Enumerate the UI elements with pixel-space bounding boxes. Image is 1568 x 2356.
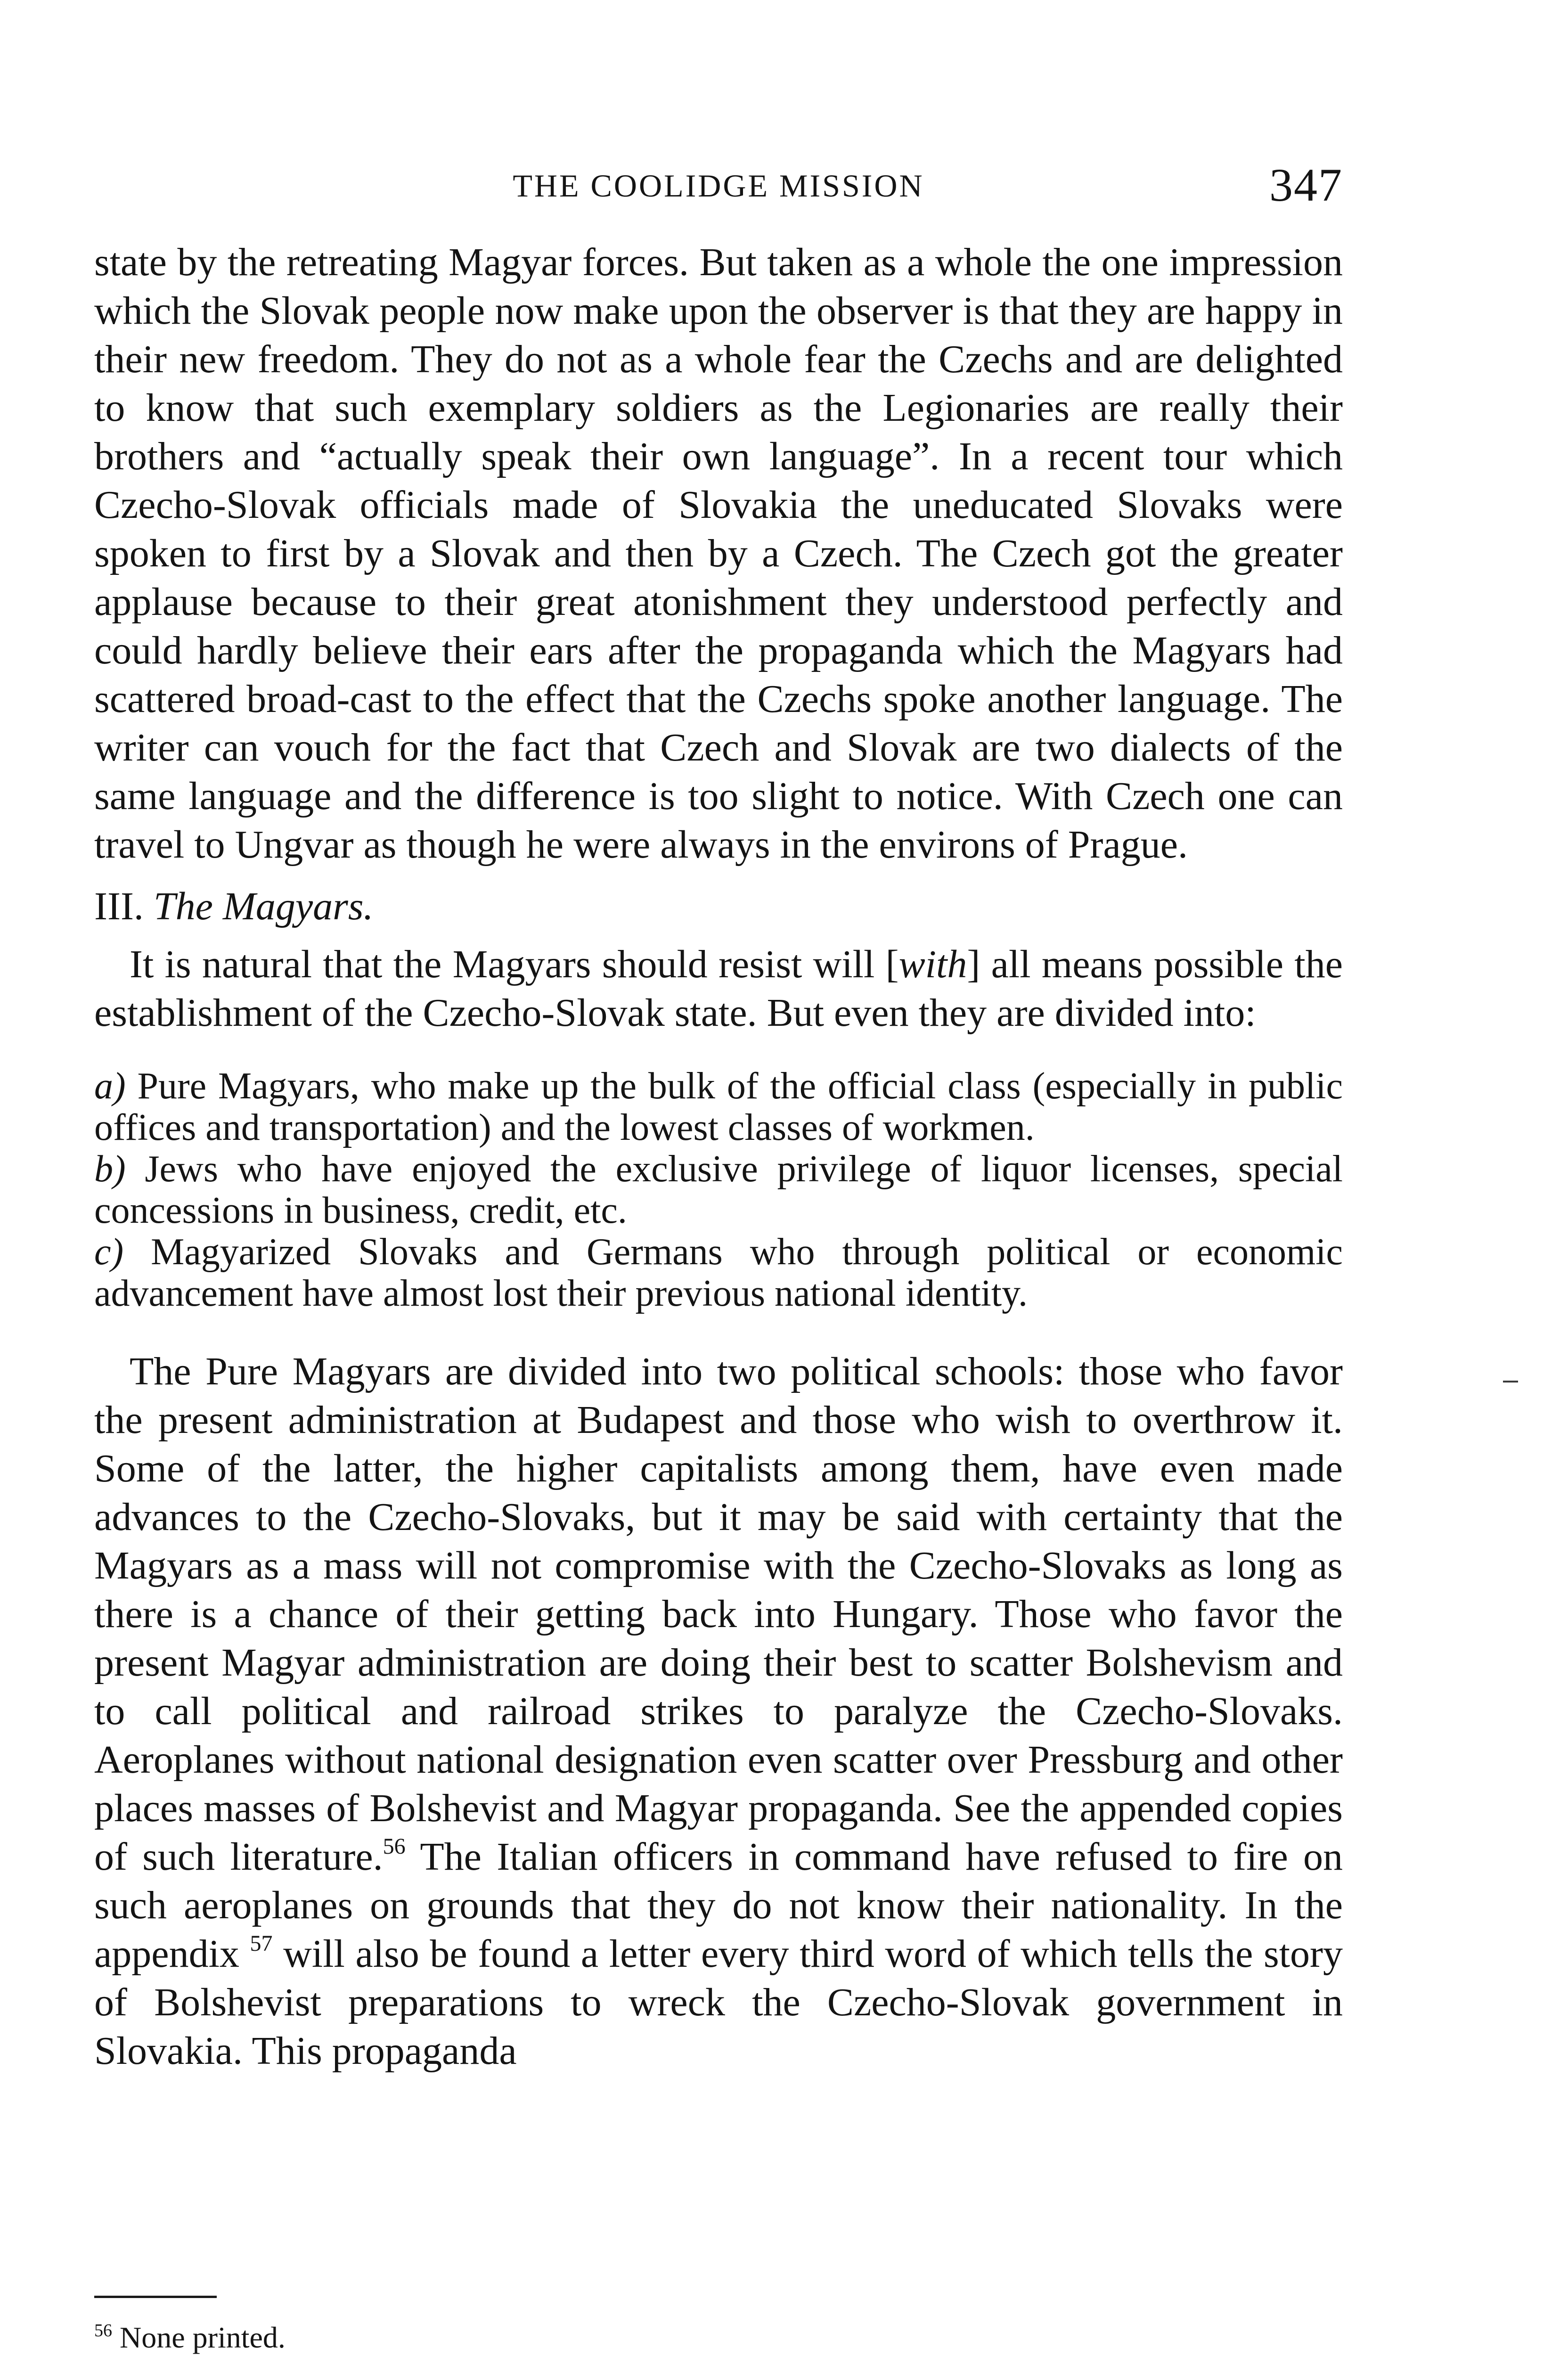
- page-header: [94, 158, 1343, 214]
- paragraph-text: It is natural that the Magyars should resist will: [130, 942, 886, 986]
- section-number: III.: [94, 884, 144, 928]
- paragraph-text: will also be found a letter every third word of which tells the story of Bolshevist preparations to wreck the Czecho-Slovak government in Slovakia. This propaganda: [94, 1932, 1343, 2073]
- paragraph-text: The Pure Magyars are divided into two political schools: those who favor the present administration at Budapest and those who wish to overthrow it. Some of the latter, the higher capitalists among them, have even made advances to the Czecho-Slovaks, but it may be said with certainty that the Magyars as a mass will not compromise with the Czecho-Slovaks as long as there is a chance of their getting back into Hungary. Those who favor the present Magyar administration are doing their best to scatter Bolshevism and to call political and railroad strikes to paralyze the Czecho-Slovaks. Aeroplanes without national designation even scatter over Pressburg and other places masses of Bolshevist and Magyar propaganda. See the appended copies of such literature.: [94, 1350, 1343, 1879]
- list-marker: c): [94, 1231, 124, 1273]
- editorial-bracket-open: [: [885, 942, 899, 986]
- footnote-56: [94, 2313, 286, 2356]
- footnote-number: 56: [94, 2321, 112, 2340]
- section-heading: [94, 882, 1343, 931]
- footnote-reference-57[interactable]: 57: [250, 1931, 273, 1956]
- editorial-insertion: with: [898, 942, 967, 986]
- page-number: 347: [1269, 159, 1343, 211]
- section-title: The Magyars.: [153, 884, 374, 928]
- list-item-text: Jews who have enjoyed the exclusive privilege of liquor licenses, special concessions in business, credit, etc.: [94, 1148, 1343, 1231]
- footnote-text: None printed.: [120, 2321, 286, 2354]
- running-head: THE COOLIDGE MISSION: [513, 168, 924, 204]
- list-item-text: Magyarized Slovaks and Germans who through political or economic advancement have almost lost their previous national identity.: [94, 1231, 1343, 1314]
- list-marker: b): [94, 1148, 126, 1190]
- list-item: [94, 1148, 1343, 1231]
- paragraph-magyars-resist: [94, 940, 1343, 1037]
- editorial-bracket-close: ]: [967, 942, 980, 986]
- list-item: [94, 1065, 1343, 1148]
- list-item-text: Pure Magyars, who make up the bulk of the official class (especially in public offices and transportation) and the lowest classes of workmen.: [94, 1065, 1343, 1148]
- paragraph-pure-magyars: [94, 1347, 1343, 2075]
- body-text: [94, 238, 1343, 2075]
- paragraph-slovak-freedom: state by the retreating Magyar forces. But taken as a whole the one impression which the Slovak people now make upon the observer is that they are happy in their new freedom. They do not as a whole fear the Czechs and are delighted to know that such exemplary soldiers as the Legionaries are really their brothers and “actually speak their own language”. In a recent tour which Czecho-Slovak officials made of Slovakia the uneducated Slovaks were spoken to first by a Slovak and then by a Czech. The Czech got the greater applause because to their great atonishment they understood perfectly and could hardly believe their ears after the propaganda which the Magyars had scattered broad-cast to the effect that the Czechs spoke another language. The writer can vouch for the fact that Czech and Slovak are two dialects of the same language and the difference is too slight to notice. With Czech one can travel to Ungvar as though he were always in the environs of Prague.: [94, 240, 1343, 867]
- magyar-groups-list: [94, 1065, 1343, 1314]
- paragraph-text: all means possible the establishment of the Czecho-Slovak state. But even they are divided into:: [94, 942, 1343, 1035]
- footnotes: [94, 2313, 286, 2356]
- margin-mark: [1503, 1381, 1518, 1383]
- list-item: [94, 1231, 1343, 1314]
- paragraph-text: The Italian officers in command have refused to fire on such aeroplanes on grounds that they do not know their nationality. In the appendix: [94, 1835, 1343, 1976]
- footnote-divider: [94, 2296, 217, 2298]
- list-marker: a): [94, 1065, 126, 1107]
- footnote-reference-56[interactable]: 56: [383, 1834, 406, 1859]
